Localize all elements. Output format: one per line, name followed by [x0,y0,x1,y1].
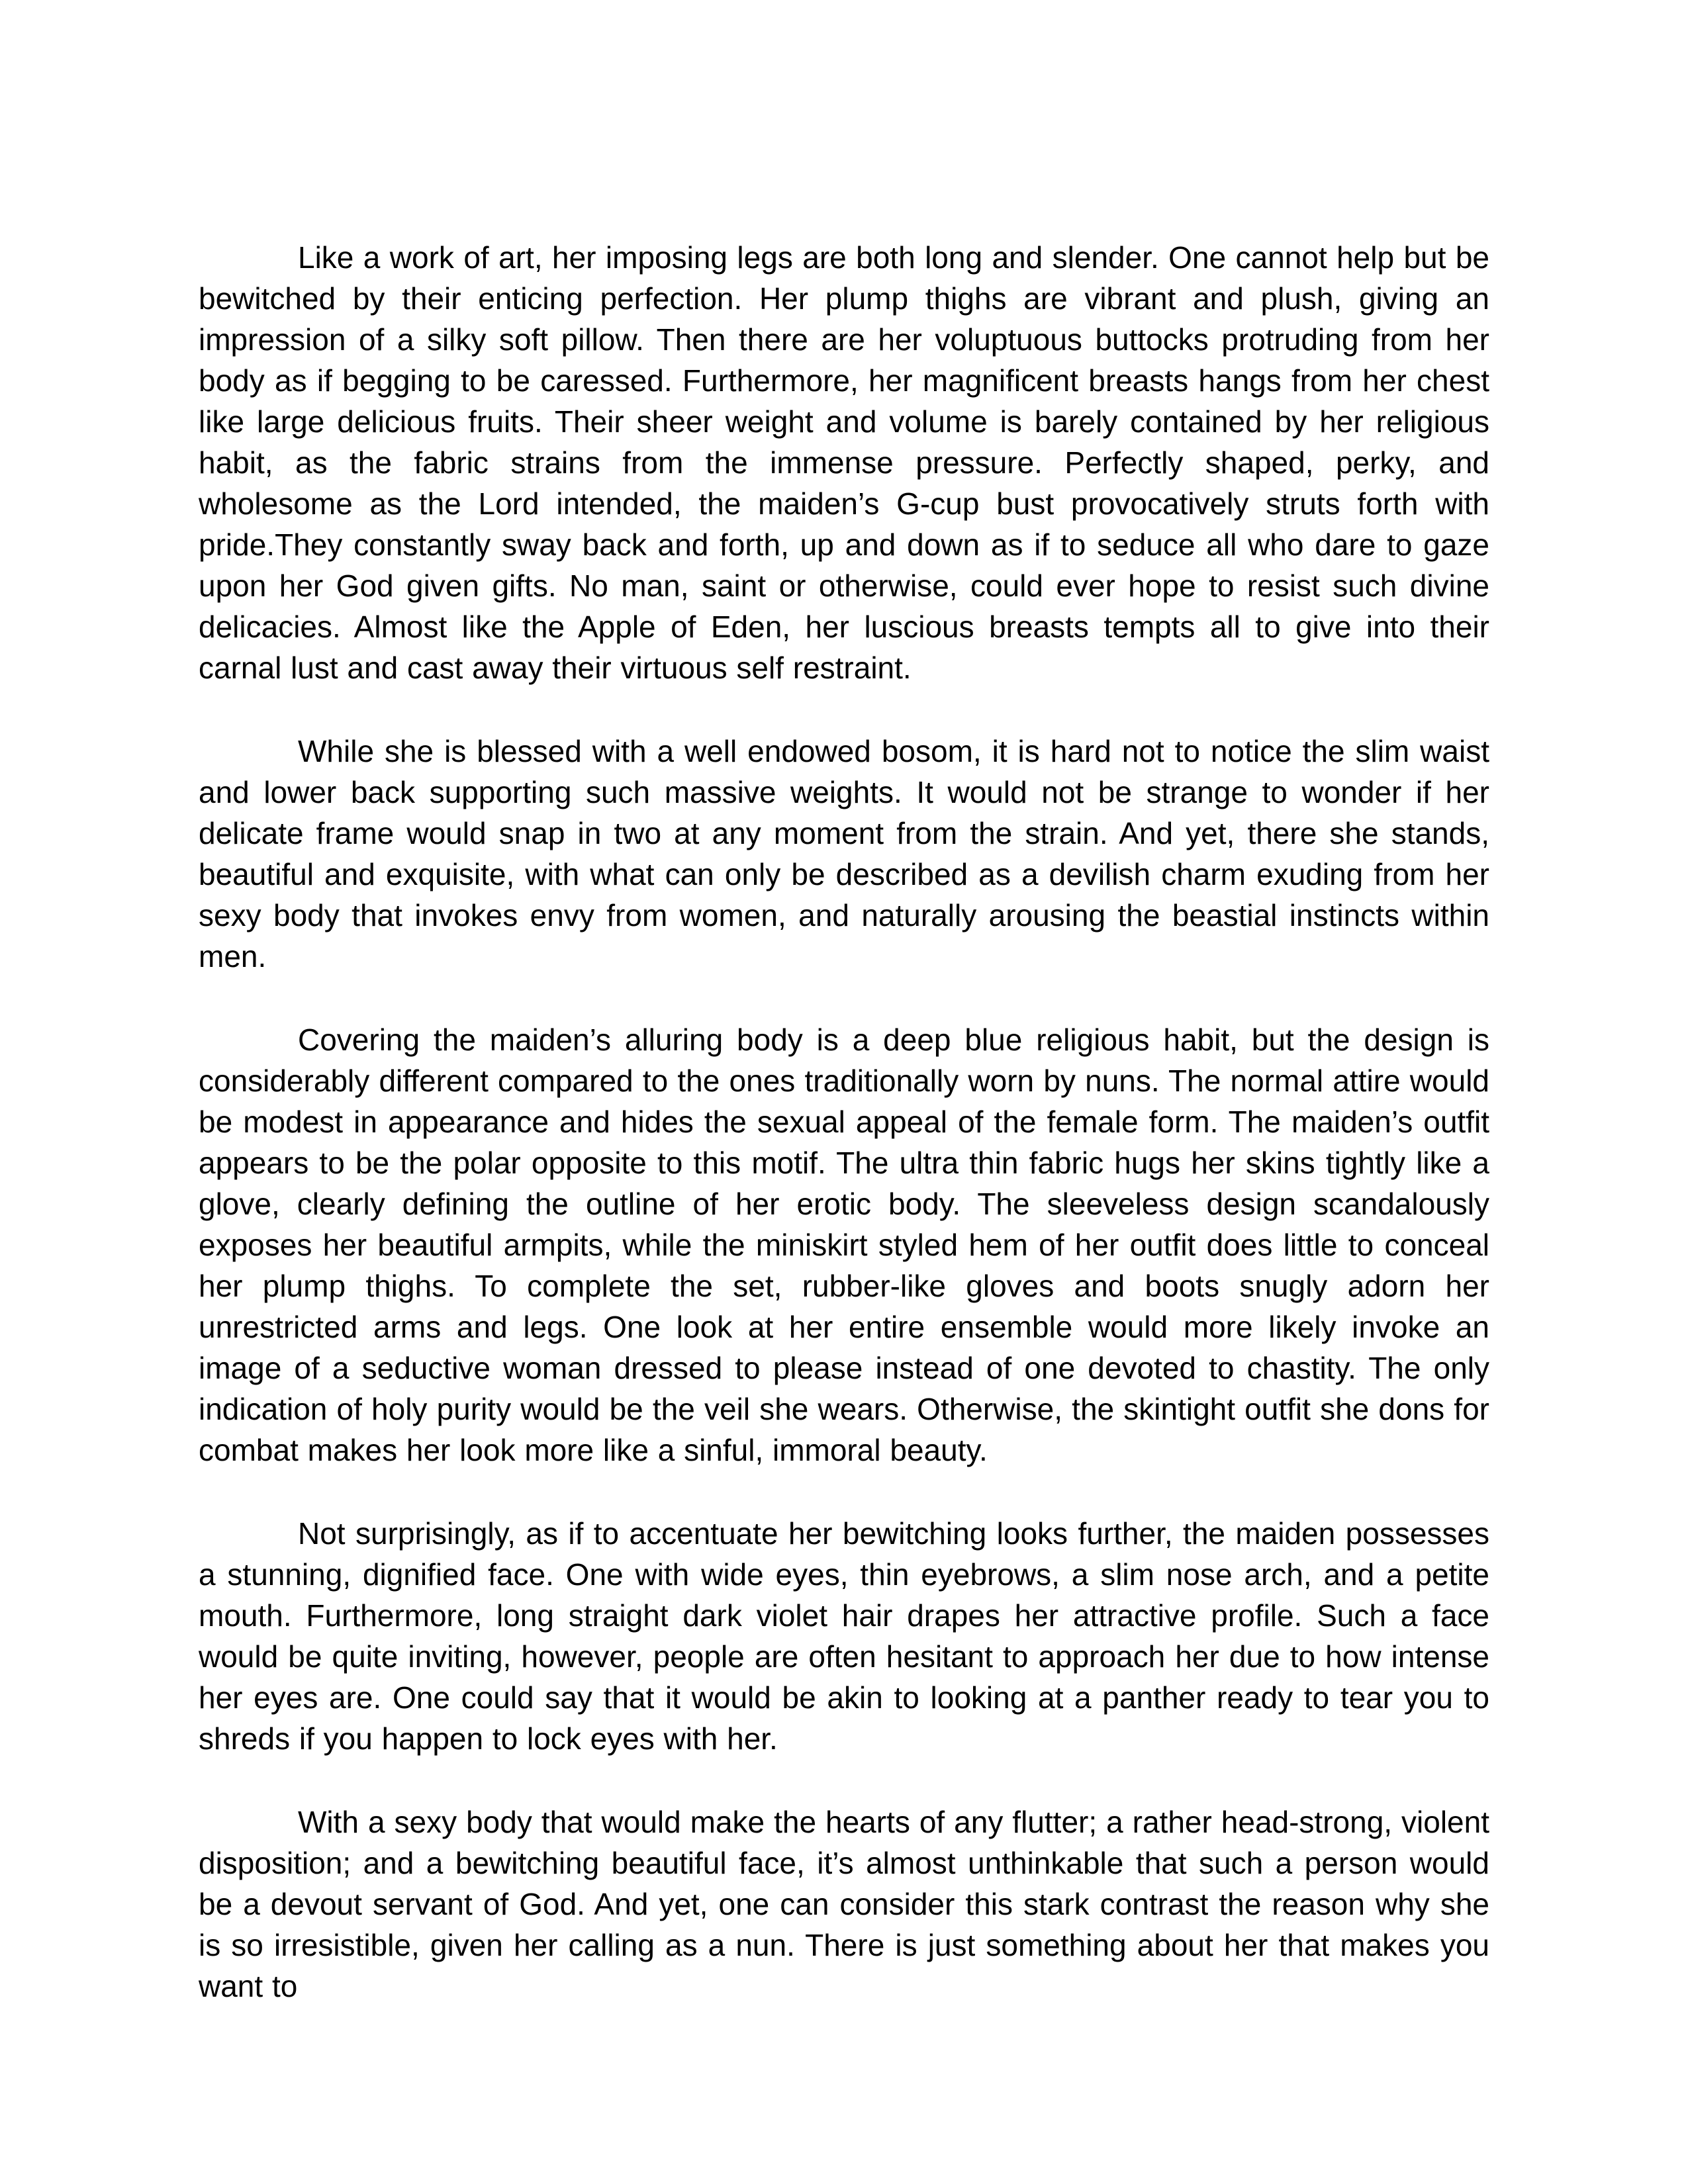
paragraph: Not surprisingly, as if to accentuate her bewitching looks further, the maiden possesses a stunning, dignified face. One with wide eyes, thin eyebrows, a slim nose arch, and a petite mouth. Furthermore, long straight dark violet hair drapes her attractive profile. Such a face would be quite inviting, however, people are often hesitant to approach her due to how intense her eyes are. One could say that it would be akin to looking at a panther ready to tear you to shreds if you happen to lock eyes with her. [199,1516,1489,1756]
paragraph: With a sexy body that would make the hearts of any flutter; a rather head-strong, violent disposition; and a bewitching beautiful face, it’s almost unthinkable that such a person would be a devout servant of God. And yet, one can consider this stark contrast the reason why she is so irresistible, given her calling as a nun. There is just something about her that makes you want to [199,1805,1489,2003]
paragraph: Covering the maiden’s alluring body is a deep blue religious habit, but the design is considerably different compared to the ones traditionally worn by nuns. The normal attire would be modest in appearance and hides the sexual appeal of the female form. The maiden’s outfit appears to be the polar opposite to this motif. The ultra thin fabric hugs her skins tightly like a glove, clearly defining the outline of her erotic body. The sleeveless design scandalously exposes her beautiful armpits, while the miniskirt styled hem of her outfit does little to conceal her plump thighs. To complete the set, rubber-like gloves and boots snugly adorn her unrestricted arms and legs. One look at her entire ensemble would more likely invoke an image of a seductive woman dressed to please instead of one devoted to chastity. The only indication of holy purity would be the veil she wears. Otherwise, the skintight outfit she dons for combat makes her look more like a sinful, immoral beauty. [199,1023,1489,1467]
paragraph: While she is blessed with a well endowed bosom, it is hard not to notice the slim waist and lower back supporting such massive weights. It would not be strange to wonder if her delicate frame would snap in two at any moment from the strain. And yet, there she stands, beautiful and exquisite, with what can only be described as a devilish charm exuding from her sexy body that invokes envy from women, and naturally arousing the beastial instincts within men. [199,734,1489,974]
document-body-text [199,237,1489,2007]
paragraph: Like a work of art, her imposing legs are both long and slender. One cannot help but be bewitched by their enticing perfection. Her plump thighs are vibrant and plush, giving an impression of a silky soft pillow. Then there are her voluptuous buttocks protruding from her body as if begging to be caressed. Furthermore, her magnificent breasts hangs from her chest like large delicious fruits. Their sheer weight and volume is barely contained by her religious habit, as the fabric strains from the immense pressure. Perfectly shaped, perky, and wholesome as the Lord intended, the maiden’s G-cup bust provocatively struts forth with pride.They constantly sway back and forth, up and down as if to seduce all who dare to gaze upon her God given gifts. No man, saint or otherwise, could ever hope to resist such divine delicacies. Almost like the Apple of Eden, her luscious breasts tempts all to give into their carnal lust and cast away their virtuous self restraint. [199,240,1489,685]
